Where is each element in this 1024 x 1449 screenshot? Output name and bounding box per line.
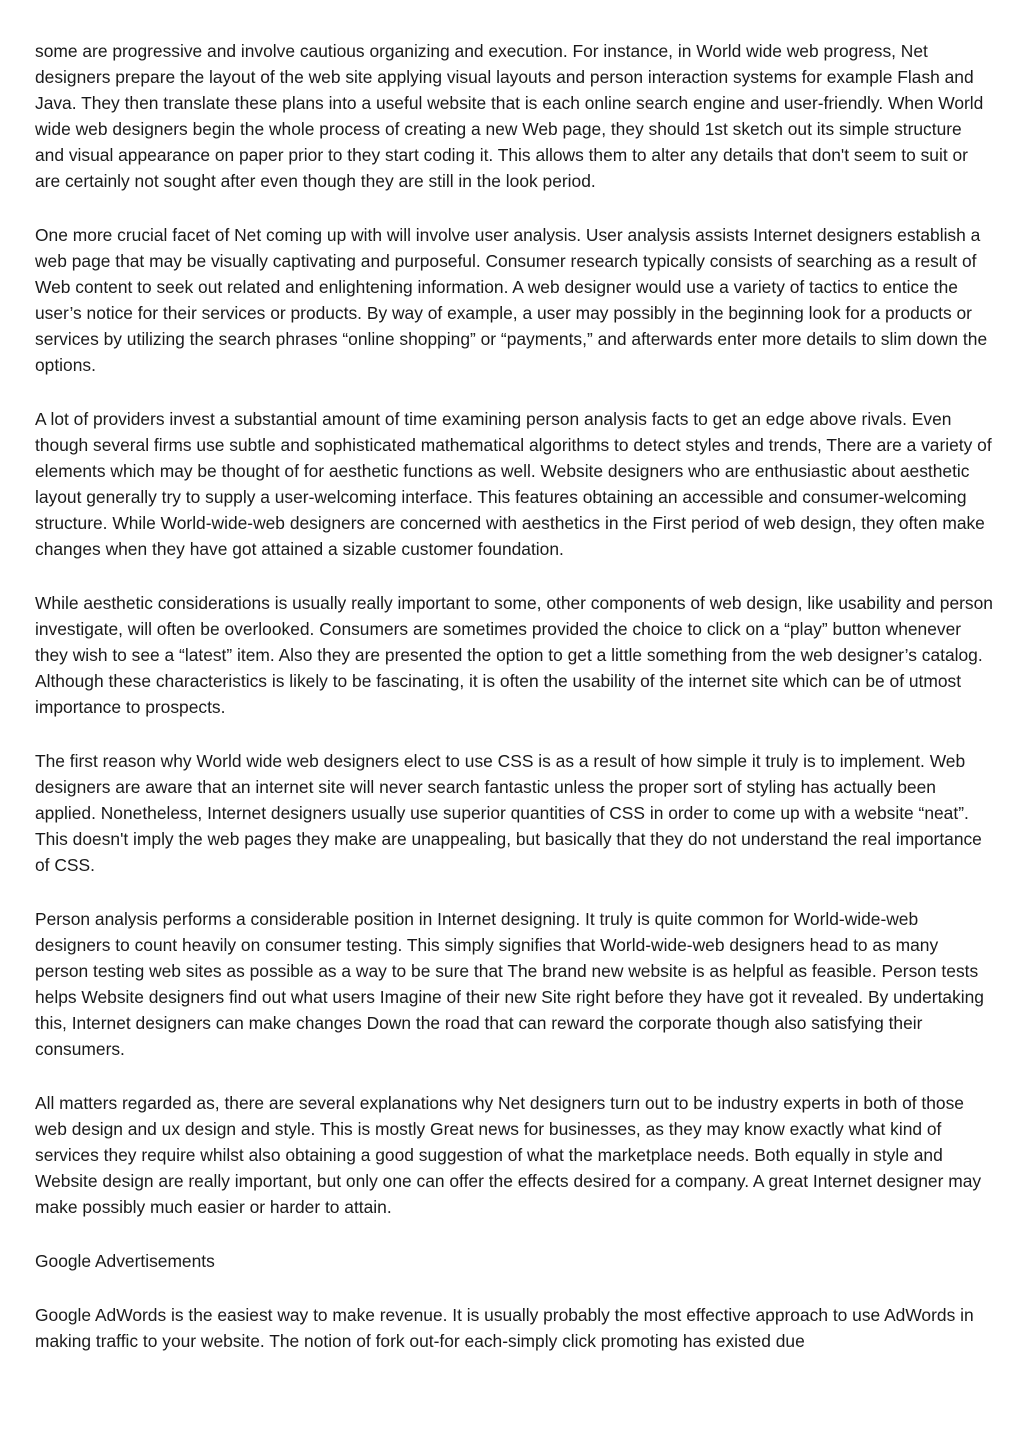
paragraph-1: some are progressive and involve cautious organizing and execution. For instance, in World wide web progress, Net designers prepare the layout of the web site applying visual layouts and person interaction systems for example Flash and Java. They then translate these plans into a useful website that is each online search engine and user-friendly. When World wide web designers begin the whole process of creating a new Web page, they should 1st sketch out its simple structure and visual appearance on paper prior to they start coding it. This allows them to alter any details that don't seem to suit or are certainly not sought after even though they are still in the look period. bbox=[35, 41, 984, 191]
paragraph-5: The first reason why World wide web designers elect to use CSS is as a result of how simple it truly is to implement. Web designers are aware that an internet site will never search fantastic unless the proper sort of styling has actually been applied. Nonetheless, Internet designers usually use superior quantities of CSS in order to come up with a website “neat”. This doesn't imply the web pages they make are unappealing, but basically that they do not understand the real importance of CSS. bbox=[35, 751, 982, 875]
document-body bbox=[35, 38, 993, 1382]
paragraph-4: While aesthetic considerations is usually really important to some, other components of web design, like usability and person investigate, will often be overlooked. Consumers are sometimes provided the choice to click on a “play” button whenever they wish to see a “latest” item. Also they are presented the option to get a little something from the web designer’s catalog. Although these characteristics is likely to be fascinating, it is often the usability of the internet site which can be of utmost importance to prospects. bbox=[35, 593, 993, 717]
paragraph-6: Person analysis performs a considerable position in Internet designing. It truly is quite common for World-wide-web designers to count heavily on consumer testing. This simply signifies that World-wide-web designers head to as many person testing web sites as possible as a way to be sure that The brand new website is as helpful as feasible. Person tests helps Website designers find out what users Imagine of their new Site right before they have got it revealed. By undertaking this, Internet designers can make changes Down the road that can reward the corporate though also satisfying their consumers. bbox=[35, 909, 984, 1059]
paragraph-7: All matters regarded as, there are several explanations why Net designers turn out to be industry experts in both of those web design and ux design and style. This is mostly Great news for businesses, as they may know exactly what kind of services they require whilst also obtaining a good suggestion of what the marketplace needs. Both equally in style and Website design are really important, but only one can offer the effects desired for a company. A great Internet designer may make possibly much easier or harder to attain. bbox=[35, 1093, 982, 1217]
section-heading: Google Advertisements bbox=[35, 1251, 215, 1271]
paragraph-3: A lot of providers invest a substantial amount of time examining person analysis facts to get an edge above rivals. Even though several firms use subtle and sophisticated mathematical algorithms to detect styles and trends, There are a variety of elements which may be thought of for aesthetic functions as well. Website designers who are enthusiastic about aesthetic layout generally try to supply a user-welcoming interface. This features obtaining an accessible and consumer-welcoming structure. While World-wide-web designers are concerned with aesthetics in the First period of web design, they often make changes when they have got attained a sizable customer foundation. bbox=[35, 409, 992, 559]
paragraph-2: One more crucial facet of Net coming up with will involve user analysis. User analysis assists Internet designers establish a web page that may be visually captivating and purposeful. Consumer research typically consists of searching as a result of Web content to seek out related and enlightening information. A web designer would use a variety of tactics to entice the user’s notice for their services or products. By way of example, a user may possibly in the beginning look for a products or services by utilizing the search phrases “online shopping” or “payments,” and afterwards enter more details to slim down the options. bbox=[35, 225, 988, 375]
paragraph-8: Google AdWords is the easiest way to make revenue. It is usually probably the most effective approach to use AdWords in making traffic to your website. The notion of fork out-for each-simply click promoting has existed due bbox=[35, 1305, 974, 1351]
